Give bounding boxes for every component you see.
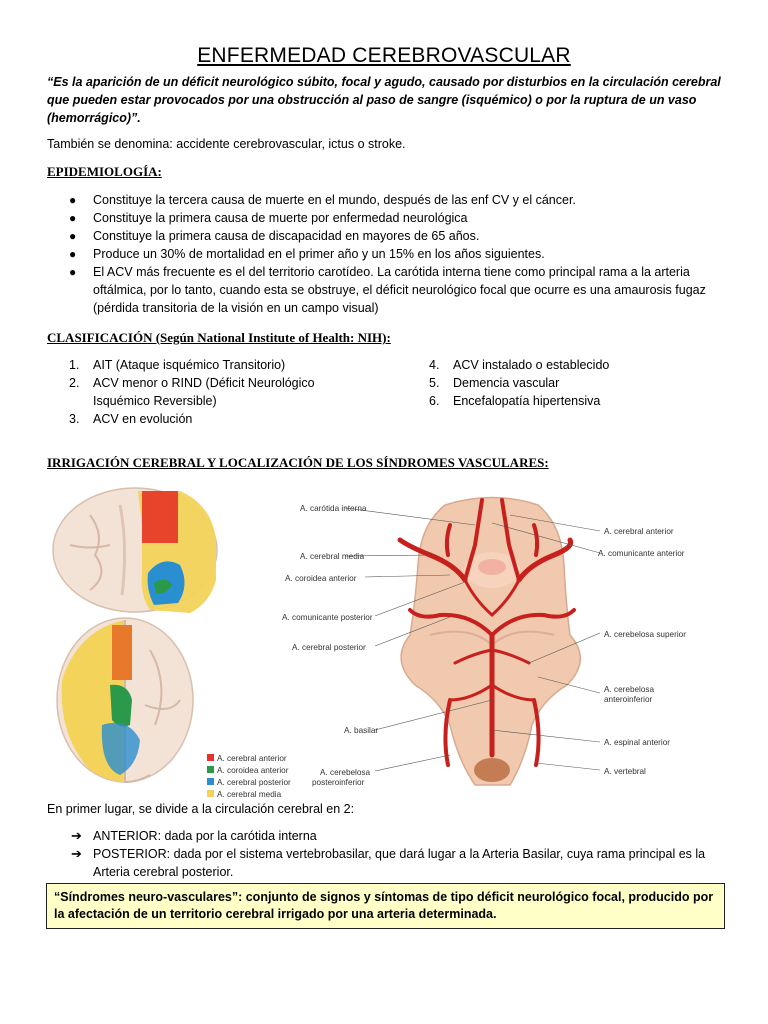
label-basilar: A. basilar (344, 726, 379, 735)
label-cerebral-posterior: A. cerebral posterior (292, 643, 366, 652)
label-vertebral: A. vertebral (604, 767, 646, 776)
bullet-icon: ● (69, 247, 77, 261)
classification-heading: CLASIFICACIÓN (Según National Institute of Health: NIH): (47, 330, 391, 345)
list-item: ➔ POSTERIOR: dada por el sistema vertebrobasilar, que dará lugar a la Arteria Basilar, cuya rama principal es la Arteria cerebral posterior. (71, 846, 706, 879)
legend-label: A. cerebral posterior (217, 778, 291, 787)
also-called-text: También se denomina: accidente cerebrovascular, ictus o stroke. (47, 137, 406, 151)
list-item: ● Produce un 30% de mortalidad en el primer año y un 15% en los años siguientes. (69, 247, 545, 261)
bullet-icon: ● (69, 229, 77, 243)
legend-label: A. coroidea anterior (217, 766, 289, 775)
label-carotida-interna: A. carótida interna (300, 504, 367, 513)
list-item: 6. Encefalopatía hipertensiva (429, 394, 601, 408)
axial-brain-section (57, 618, 193, 782)
label-coroidea-anterior: A. coroidea anterior (285, 574, 357, 583)
division-list (47, 827, 737, 881)
label-cerebelosa-ai-1: A. cerebelosa (604, 685, 655, 694)
arrow-right-icon: ➔ (71, 828, 82, 843)
classification-left-list (47, 356, 367, 428)
circle-of-willis-figure (270, 485, 710, 795)
legend-label: A. cerebral anterior (217, 754, 287, 763)
label-cerebelosa-pi-1: A. cerebelosa (320, 768, 371, 777)
list-item: 3. ACV en evolución (69, 412, 193, 426)
epidemiology-heading: EPIDEMIOLOGÍA: (47, 164, 162, 179)
legend-label: A. cerebral media (217, 790, 282, 799)
label-cerebral-anterior: A. cerebral anterior (604, 527, 674, 536)
list-item: ● Constituye la tercera causa de muerte en el mundo, después de las enf CV y el cáncer. (69, 193, 576, 207)
list-item: ● Constituye la primera causa de muerte por enfermedad neurológica (69, 211, 468, 225)
list-item: ● El ACV más frecuente es el del territorio carotídeo. La carótida interna tiene como principal rama a la arteria oftálmica, por lo tanto, cuando esta se obstruye, el déficit neurológico focal que ocurre es una amaurosis fugaz (pérdida transitoria de la visión en un campo visual) (69, 265, 706, 315)
list-item: 4. ACV instalado o establecido (429, 358, 610, 372)
list-item: ➔ ANTERIOR: dada por la carótida interna (71, 828, 317, 843)
classification-right-list (407, 356, 727, 410)
list-item: ● Constituye la primera causa de discapacidad en mayores de 65 años. (69, 229, 480, 243)
label-cerebral-media: A. cerebral media (300, 552, 365, 561)
label-comunicante-anterior: A. comunicante anterior (598, 549, 685, 558)
legend-swatch (207, 766, 214, 773)
arrow-right-icon: ➔ (71, 846, 82, 861)
label-espinal-anterior: A. espinal anterior (604, 738, 670, 747)
label-cerebelosa-superior: A. cerebelosa superior (604, 630, 686, 639)
division-intro: En primer lugar, se divide a la circulación cerebral en 2: (47, 802, 355, 816)
bullet-icon: ● (69, 265, 77, 279)
bullet-icon: ● (69, 211, 77, 225)
page-title: ENFERMEDAD CEREBROVASCULAR (197, 44, 571, 67)
coronal-brain-section (53, 488, 217, 613)
list-item: 2. ACV menor o RIND (Déficit Neurológico Isquémico Reversible) (69, 376, 315, 408)
label-cerebelosa-pi-2: posteroinferior (312, 778, 365, 787)
legend-swatch (207, 754, 214, 761)
legend-swatch (207, 778, 214, 785)
bullet-icon: ● (69, 193, 77, 207)
label-cerebelosa-ai-2: anteroinferior (604, 695, 653, 704)
epidemiology-list (47, 191, 727, 317)
irrigation-heading: IRRIGACIÓN CEREBRAL Y LOCALIZACIÓN DE LOS SÍNDROMES VASCULARES: (47, 455, 549, 470)
label-comunicante-posterior: A. comunicante posterior (282, 613, 373, 622)
definition-quote: “Es la aparición de un déficit neurológico súbito, focal y agudo, causado por disturbios en la circulación cerebral que pueden estar provocados por una obstrucción al paso de sangre (isquémico) o por la ruptura de un vaso (hemorrágico)”. (47, 75, 721, 125)
list-item: 5. Demencia vascular (429, 376, 560, 390)
legend-swatch (207, 790, 214, 797)
list-item: 1. AIT (Ataque isquémico Transitorio) (69, 358, 286, 372)
syndromes-definition-box: “Síndromes neuro-vasculares”: conjunto de signos y síntomas de tipo déficit neurológico focal, producido por la afectación de un territorio cerebral irrigado por una arteria determinada. (46, 883, 725, 929)
